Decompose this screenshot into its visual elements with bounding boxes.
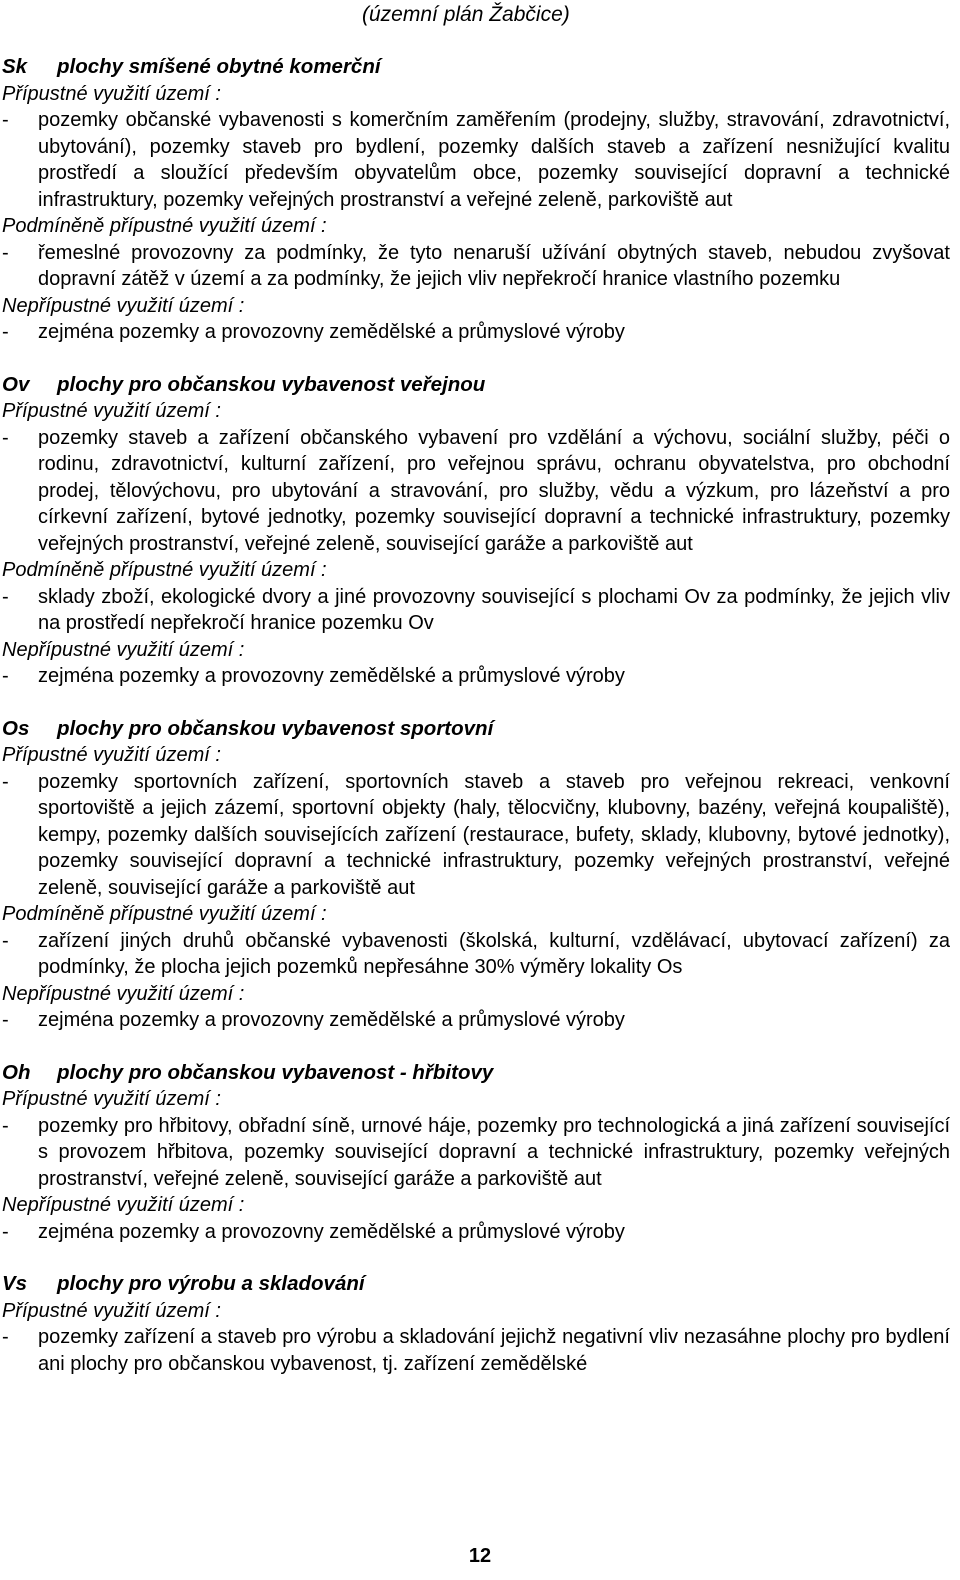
list-item xyxy=(2,1219,950,1246)
list-item xyxy=(2,240,950,293)
list-item-text: pozemky zařízení a staveb pro výrobu a skladování jejichž negativní vliv nezasáhne plochy pro bydlení ani plochy pro občanskou vybavenost, tj. zařízení zemědělské xyxy=(38,1326,950,1375)
list-item xyxy=(2,584,950,637)
usage-label: Nepřípustné využití území : xyxy=(2,982,245,1005)
zone-title: plochy pro občanskou vybavenost sportovní xyxy=(57,716,494,740)
zone-section-sk xyxy=(2,54,950,346)
usage-label: Podmíněně přípustné využití území : xyxy=(2,903,327,925)
zone-title: plochy pro výrobu a skladování xyxy=(57,1272,365,1295)
bullet-dash: - xyxy=(2,1326,9,1348)
document-content xyxy=(2,54,950,1403)
page-header: (územní plán Žabčice) xyxy=(362,3,570,26)
bullet-dash: - xyxy=(2,1114,9,1137)
zone-code: Vs xyxy=(2,1272,28,1295)
usage-label: Nepřípustné využití území : xyxy=(2,294,245,317)
list-item xyxy=(2,1007,950,1034)
zone-section-os xyxy=(2,716,950,1034)
usage-label: Přípustné využití území : xyxy=(2,1088,221,1110)
usage-label: Nepřípustné využití území : xyxy=(2,638,245,661)
zone-section-vs xyxy=(2,1271,950,1377)
list-item xyxy=(2,1324,950,1377)
list-item-text: zejména pozemky a provozovny zemědělské a průmyslové výroby xyxy=(38,1220,625,1243)
section-title xyxy=(2,372,950,399)
bullet-dash: - xyxy=(2,665,9,687)
section-title xyxy=(2,716,950,743)
list-item-text: zařízení jiných druhů občanské vybavenosti (školská, kulturní, vzdělávací, ubytovací zařízení) za podmínky, že plocha jejich pozemků nepřesáhne 30% výměry lokality Os xyxy=(38,929,950,978)
page-number: 12 xyxy=(468,1545,492,1567)
list-item-text: pozemky staveb a zařízení občanského vybavení pro vzdělání a výchovu, sociální služby, péči o rodinu, zdravotnictví, kulturní zařízení, pro veřejnou správu, ochranu obyvatelstva, pro obchodní prodej, tělovýchovu, pro ubytování a stravování, pro služby, vědu a výzkum, pro lázeňství a pro církevní zařízení, bytové jednotky, pozemky související dopravní a technické infrastruktury, pozemky veřejných prostranství, veřejné zeleně, související garáže a parkoviště aut xyxy=(38,426,950,555)
usage-label: Přípustné využití území : xyxy=(2,1299,221,1322)
bullet-dash: - xyxy=(2,770,9,793)
list-item-text: řemeslné provozovny za podmínky, že tyto nenaruší užívání obytných staveb, nebudou zvyšovat dopravní zátěž v území a za podmínky, že jejich vliv nepřekročí hranice vlastního pozemku xyxy=(38,241,950,290)
usage-label: Podmíněně přípustné využití území : xyxy=(2,559,327,581)
zone-section-ov xyxy=(2,372,950,690)
list-item xyxy=(2,1113,950,1193)
list-item-text: zejména pozemky a provozovny zemědělské a průmyslové výroby xyxy=(38,665,625,687)
bullet-dash: - xyxy=(2,109,9,131)
list-item xyxy=(2,425,950,558)
list-item-text: sklady zboží, ekologické dvory a jiné provozovny související s plochami Ov za podmínky, že jejich vliv na prostředí nepřekročí hranice pozemku Ov xyxy=(38,585,950,634)
zone-title: plochy smíšené obytné komerční xyxy=(57,55,381,78)
zone-section-oh xyxy=(2,1060,950,1246)
section-title xyxy=(2,54,950,81)
bullet-dash: - xyxy=(2,1220,9,1243)
zone-code: Os xyxy=(2,716,30,740)
list-item xyxy=(2,769,950,902)
zone-code: Ov xyxy=(2,372,30,396)
list-item-text: pozemky sportovních zařízení, sportovních staveb a staveb pro veřejnou rekreaci, venkovní sportoviště a jejich zázemí, sportovní objekty (haly, tělocvičny, klubovny, bazény, veřejná koupaliště), kempy, pozemky dalších souvisejících zařízení (restaurace, bufety, sklady, klubovny, bytové jednotky), pozemky související dopravní a technické infrastruktury, pozemky veřejných prostranství, veřejné zeleně, související garáže a parkoviště aut xyxy=(38,770,950,899)
bullet-dash: - xyxy=(2,426,9,449)
section-title xyxy=(2,1271,950,1298)
bullet-dash: - xyxy=(2,1009,9,1031)
zone-title: plochy pro občanskou vybavenost veřejnou xyxy=(57,372,486,396)
list-item xyxy=(2,928,950,981)
list-item-text: pozemky občanské vybavenosti s komerčním zaměřením (prodejny, služby, stravování, zdravotnictví, ubytování), pozemky staveb pro bydlení, pozemky dalších staveb a zařízení nesnižující kvalitu prostředí a sloužící především obyvatelům obce, pozemky související dopravní a technické infrastruktury, pozemky veřejných prostranství a veřejné zeleně, parkoviště aut xyxy=(38,109,950,211)
bullet-dash: - xyxy=(2,929,9,952)
list-item-text: pozemky pro hřbitovy, obřadní síně, urnové háje, pozemky pro technologická a jiná zařízení související s provozem hřbitova, pozemky související dopravní a technické infrastruktury, pozemky veřejných prostranství, veřejné zeleně, související garáže a parkoviště aut xyxy=(38,1114,950,1190)
zone-title: plochy pro občanskou vybavenost - hřbitovy xyxy=(57,1060,494,1084)
usage-label: Přípustné využití území : xyxy=(2,744,221,766)
bullet-dash: - xyxy=(2,241,9,264)
list-item-text: zejména pozemky a provozovny zemědělské a průmyslové výroby xyxy=(38,1009,625,1031)
usage-label: Přípustné využití území : xyxy=(2,82,221,105)
usage-label: Nepřípustné využití území : xyxy=(2,1194,245,1216)
list-item-text: zejména pozemky a provozovny zemědělské a průmyslové výroby xyxy=(38,321,625,343)
bullet-dash: - xyxy=(2,321,9,343)
usage-label: Podmíněně přípustné využití území : xyxy=(2,215,327,237)
list-item xyxy=(2,107,950,213)
section-title xyxy=(2,1060,950,1087)
bullet-dash: - xyxy=(2,585,9,608)
list-item xyxy=(2,663,950,690)
zone-code: Oh xyxy=(2,1060,31,1084)
list-item xyxy=(2,319,950,346)
usage-label: Přípustné využití území : xyxy=(2,400,221,422)
zone-code: Sk xyxy=(2,55,28,78)
